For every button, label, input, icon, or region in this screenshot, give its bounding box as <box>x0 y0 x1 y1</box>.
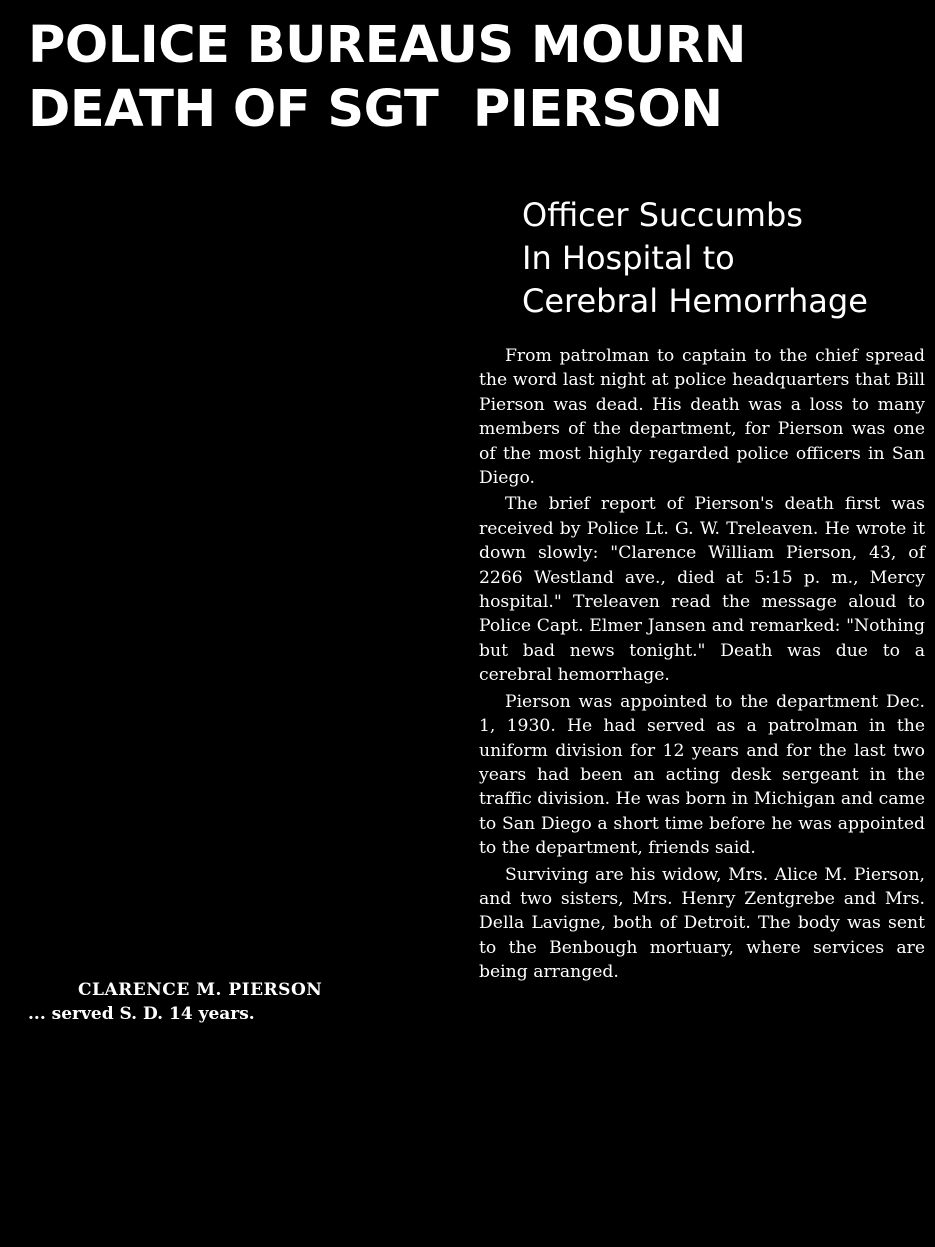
article-body <box>479 344 925 987</box>
subheadline-line-1: Officer Succumbs <box>522 196 803 234</box>
subheadline <box>522 194 932 323</box>
article-paragraph: Surviving are his widow, Mrs. Alice M. Pierson, and two sisters, Mrs. Henry Zentgrebe and Mrs. Della Lavigne, both of Detroit. The body was sent to the Benbough mortuary, where services are being arranged. <box>479 864 925 983</box>
headline-line-1: POLICE BUREAUS MOURN <box>28 16 746 75</box>
headline <box>28 14 908 142</box>
caption-subtitle: ... served S. D. 14 years. <box>28 1004 255 1024</box>
photo-caption <box>28 978 408 1026</box>
article-paragraph: From patrolman to captain to the chief spread the word last night at police headquarters that Bill Pierson was dead. His death was a loss to many members of the department, for Pierson was one of the most highly regarded police officers in San Diego. <box>479 346 925 489</box>
subheadline-line-2: In Hospital to <box>522 239 735 277</box>
headline-line-2: DEATH OF SGT PIERSON <box>28 80 723 139</box>
article-paragraph: Pierson was appointed to the department Dec. 1, 1930. He had served as a patrolman in the uniform division for 12 years and for the last two years had been an acting desk sergeant in the traffic division. He was born in Michigan and came to San Diego a short time before he was appointed to the department, friends said. <box>479 691 925 859</box>
caption-name: CLARENCE M. PIERSON <box>78 980 323 1000</box>
subheadline-line-3: Cerebral Hemorrhage <box>522 282 868 320</box>
article-paragraph: The brief report of Pierson's death first was received by Police Lt. G. W. Treleaven. He wrote it down slowly: "Clarence William Pierson, 43, of 2266 Westland ave., died at 5:15 p. m., Mercy hospital." Treleaven read the message aloud to Police Capt. Elmer Jansen and remarked: "Nothing but bad news tonight." Death was due to a cerebral hemorrhage. <box>479 494 925 686</box>
